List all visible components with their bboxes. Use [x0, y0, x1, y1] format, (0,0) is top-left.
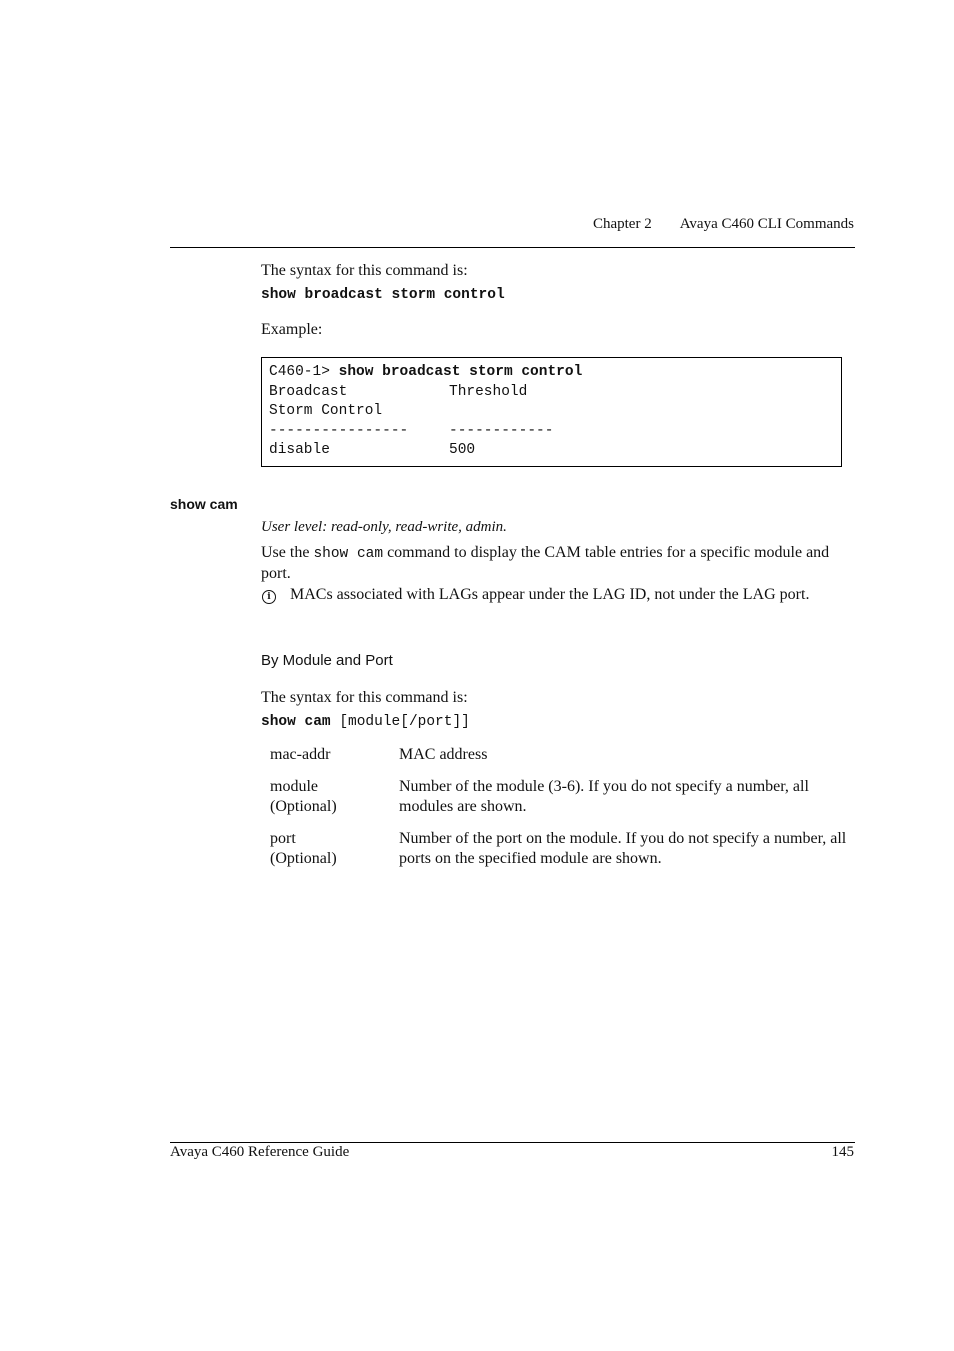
syntax-command-2	[261, 713, 470, 733]
example-output-row	[269, 402, 834, 422]
param-name-cell	[270, 829, 399, 869]
param-name-cell	[270, 745, 399, 765]
table-row	[270, 777, 850, 817]
param-desc: Number of the port on the module. If you do not specify a number, all ports on the specified module are shown.	[399, 830, 847, 867]
parameters-table	[270, 745, 850, 881]
example-command: show broadcast storm control	[338, 364, 583, 380]
param-name-cell	[270, 777, 399, 817]
example-output-row	[269, 441, 834, 461]
description-code: show cam	[313, 546, 384, 562]
example-command-line	[269, 363, 834, 383]
section-heading: show cam	[170, 496, 238, 512]
example-cell: ------------	[449, 422, 554, 439]
header-rule	[170, 247, 855, 248]
example-cell: 500	[449, 442, 476, 458]
param-name: module	[270, 778, 318, 795]
syntax-command-keyword: show cam	[261, 714, 331, 730]
info-icon: i	[262, 588, 276, 606]
footer-rule	[170, 1142, 855, 1143]
example-output-row	[269, 383, 834, 403]
table-row	[270, 829, 850, 869]
example-code-box	[261, 357, 842, 467]
example-cell: Storm Control	[269, 403, 383, 419]
param-optional: (Optional)	[270, 850, 337, 867]
syntax-label: The syntax for this command is:	[261, 262, 468, 279]
page-number: 145	[831, 1144, 854, 1160]
param-name: port	[270, 830, 296, 847]
footer-title: Avaya C460 Reference Guide	[170, 1144, 350, 1160]
example-output-row	[269, 422, 834, 442]
section-description	[261, 543, 831, 584]
example-prompt: C460-1>	[269, 364, 339, 380]
param-desc: MAC address	[399, 746, 488, 763]
description-text: command to display the CAM table entries for a specific module and port.	[261, 544, 830, 582]
example-cell: ----------------	[269, 422, 409, 439]
syntax-command: show broadcast storm control	[261, 287, 505, 303]
example-cell: disable	[269, 442, 330, 458]
example-label: Example:	[261, 321, 323, 338]
syntax-command-args: [module[/port]]	[330, 714, 470, 730]
param-optional: (Optional)	[270, 798, 337, 815]
header-title: Avaya C460 CLI Commands	[679, 216, 854, 232]
param-name: mac-addr	[270, 746, 331, 763]
header-chapter: Chapter 2	[592, 216, 652, 232]
user-level: User level: read-only, read-write, admin.	[261, 519, 507, 535]
running-header	[593, 216, 854, 233]
example-cell: Broadcast	[269, 383, 348, 400]
param-desc: Number of the module (3-6). If you do not specify a number, all modules are shown.	[399, 778, 809, 815]
subheading: By Module and Port	[261, 652, 393, 669]
note-text: MACs associated with LAGs appear under the LAG ID, not under the LAG port.	[290, 586, 810, 603]
description-text: Use the	[261, 544, 314, 561]
example-cell: Threshold	[449, 383, 528, 400]
table-row	[270, 745, 850, 765]
syntax-label-2: The syntax for this command is:	[261, 689, 468, 706]
